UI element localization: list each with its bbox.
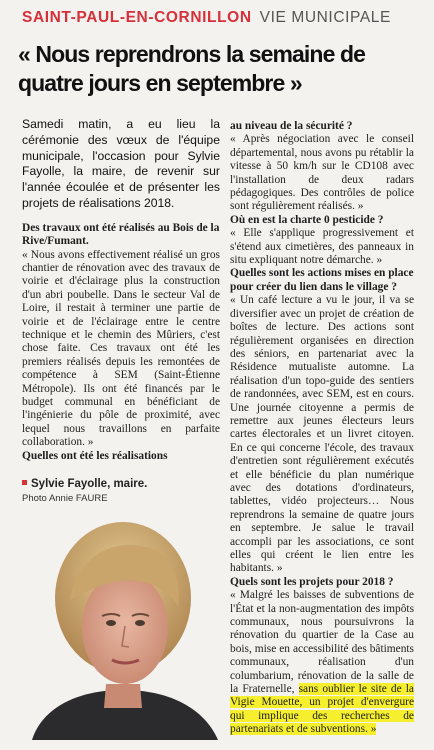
photo-caption xyxy=(22,478,222,504)
question-2-start: Quelles ont été les réalisations xyxy=(22,449,168,462)
caption-name: Sylvie Fayolle, maire. xyxy=(31,478,148,490)
question-5: Quels sont les projets pour 2018 ? xyxy=(230,575,394,588)
photo-credit: Photo Annie FAURE xyxy=(22,493,108,504)
question-1: Des travaux ont été réalisés au Bois de la Rive/Fumant. xyxy=(22,221,220,248)
highlighted-text: sans oublier le site de la Vigie Mouette, un projet d'envergure qui implique des recherches de partenariats et de subventions. » xyxy=(230,683,414,736)
right-column xyxy=(230,120,414,737)
question-2-end: au niveau de la sécurité ? xyxy=(230,120,353,132)
section-header xyxy=(22,6,422,30)
answer-4: « Un café lecture a vu le jour, il va se diversifier avec un projet de création de boîtes de lecture. Des actions sont régulièrement organisées en direction des séniors, en partenariat avec la Résidence mutualiste automne. La réalisation d'un topo-guide des sentiers de randonnées, avec SEM, est en cours. Une journée citoyenne a permis de remettre aux jeunes électeurs leurs cartes électorales et un livret citoyen. En ce qui concerne l'école, des travaux d'entretien sont régulièrement exécutés et elle bénéficie du plan numérique avec des dotations d'ordinateurs, tablettes, vidéo projecteurs… Nous reprendrons la semaine de quatre jours en septembre. Je salue le travail accompli par les associations, ce sont elles qui créent le lien entre les habitants. » xyxy=(230,294,414,575)
question-4: Quelles sont les actions mises en place pour créer du lien dans le village ? xyxy=(230,267,414,293)
question-3: Où en est la charte 0 pesticide ? xyxy=(230,213,384,226)
answer-5 xyxy=(230,589,414,736)
left-column xyxy=(22,117,220,463)
answer-1: « Nous avons effectivement réalisé un gros chantier de rénovation avec des travaux de voirie et d'éclairage plus la construction d'un abri poubelle. Dans le secteur Val de Loire, il restait à terminer une partie de voirie et de l'éclairage entre le centre technique et le chemin des Mûriers, c'est chose faite. Ces travaux ont été les premiers réalisés depuis les remontées de compétence à SEM (Saint-Étienne Métropole). Ils ont été financés par le budget communal en bénéficiant de l'ingénierie du pôle de proximité, avec lequel nous travaillons en parfaite collaboration. » xyxy=(22,248,220,449)
header-rubric: VIE MUNICIPALE xyxy=(259,9,391,26)
answer-3: « Elle s'applique progressivement et s'étend aux cimetières, des panneaux in situ expliquant notre démarche. » xyxy=(230,227,414,267)
header-place: SAINT-PAUL-EN-CORNILLON xyxy=(22,9,252,26)
headline: « Nous reprendrons la semaine de quatre jours en septembre » xyxy=(18,41,365,96)
bullet-square-icon xyxy=(22,480,27,485)
caption-name-line xyxy=(22,478,222,490)
answer-5-text: « Malgré les baisses de subventions de l'État et la non-augmentation des impôts communaux, nous poursuivrons la rénovation du quartier de la Case au bois, mise en accessibilité des bâtiments communaux, réalisation d'un columbarium, rénovation de la salle de la Fraternelle, xyxy=(230,589,414,696)
portrait-photo xyxy=(22,508,224,740)
lead-paragraph: Samedi matin, a eu lieu la cérémonie des vœux de l'équipe municipale, l'occasion pour Sylvie Fayolle, la maire, de revenir sur l'année écoulée et de présenter les projets de réalisations 2018. xyxy=(22,117,220,210)
answer-2: « Après négociation avec le conseil départemental, nous avons pu rétablir la vitesse à 50 km/h sur le CD108 avec l'installation de deux radars pédagogiques. Des contrôles de police sont régulièrement réalisés. » xyxy=(230,133,414,213)
